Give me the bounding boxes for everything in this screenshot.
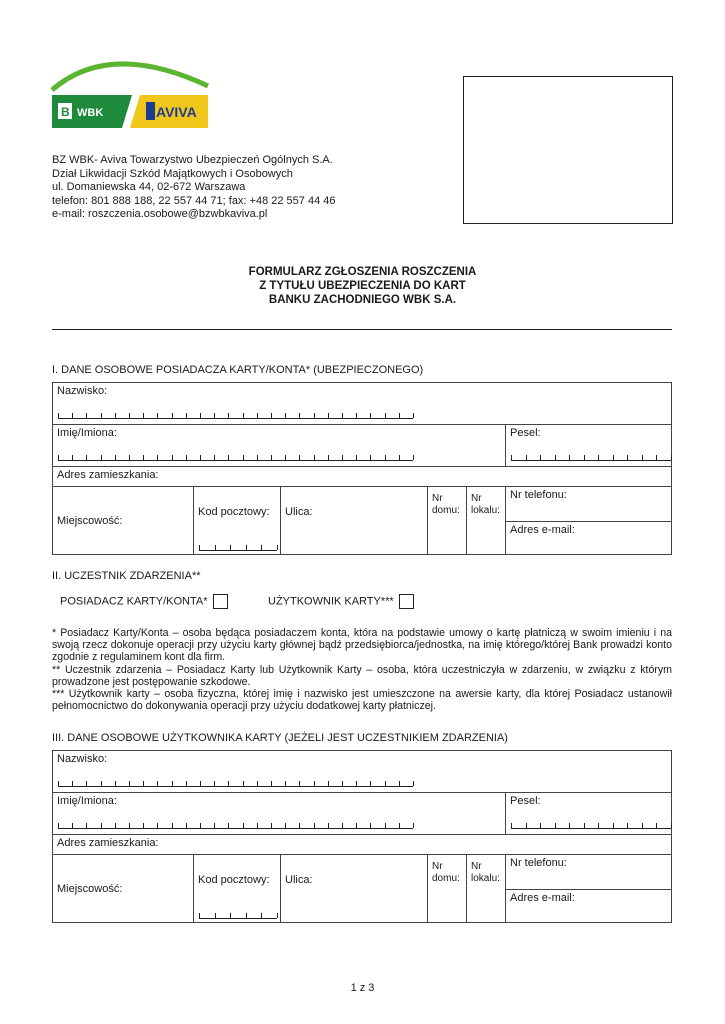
- char-box-tick: [271, 455, 272, 460]
- pesel-field[interactable]: [506, 425, 672, 467]
- char-box-tick: [299, 781, 300, 786]
- char-box-tick: [613, 823, 614, 828]
- char-box-tick: [370, 455, 371, 460]
- char-box-tick: [555, 455, 556, 460]
- char-box-tick: [214, 823, 215, 828]
- char-box-tick: [356, 413, 357, 418]
- char-box-tick: [172, 781, 173, 786]
- char-box-tick: [526, 823, 527, 828]
- city-label: Miejscowość:: [57, 882, 123, 895]
- flat-number-field[interactable]: [467, 487, 506, 555]
- char-box-tick: [370, 413, 371, 418]
- holder-option[interactable]: [60, 594, 228, 609]
- postcode-label: Kod pocztowy:: [198, 506, 270, 518]
- char-box-tick: [671, 823, 672, 828]
- char-box-tick: [285, 781, 286, 786]
- house-number-label: Nr: [432, 861, 443, 872]
- char-box-tick: [115, 823, 116, 828]
- char-box-tick: [157, 781, 158, 786]
- char-box-tick: [101, 823, 102, 828]
- char-box-tick: [555, 823, 556, 828]
- char-box-tick: [511, 823, 512, 828]
- flat-number-label: Nr: [471, 493, 482, 504]
- char-box-tick: [399, 413, 400, 418]
- user-option-label: UŻYTKOWNIK KARTY***: [268, 595, 394, 608]
- names-label: Imię/Imiona:: [57, 795, 117, 807]
- char-box-tick: [228, 455, 229, 460]
- footnote-1: * Posiadacz Karty/Konta – osoba będąca posiadaczem konta, która na podstawie umowy o kartę płatniczą w swoim imieniu i na swoją rzecz dokonuje operacji przy użyciu karty głównej bądź przedsiębiorca/jednostka, na imię którego/której Bank prowadzi konto zgodnie z regulaminem kont dla firm.: [52, 627, 672, 664]
- char-box-tick: [642, 455, 643, 460]
- names-char-boxes[interactable]: [58, 455, 413, 461]
- char-box-tick: [101, 781, 102, 786]
- char-box-tick: [129, 413, 130, 418]
- char-box-tick: [342, 781, 343, 786]
- char-box-tick: [172, 413, 173, 418]
- char-box-tick: [228, 413, 229, 418]
- user-option[interactable]: [268, 594, 414, 609]
- char-box-tick: [143, 455, 144, 460]
- char-box-tick: [413, 781, 414, 786]
- char-box-tick: [328, 455, 329, 460]
- char-box-tick: [598, 455, 599, 460]
- char-box-tick: [115, 413, 116, 418]
- char-box-tick: [271, 781, 272, 786]
- char-box-tick: [261, 913, 262, 918]
- char-box-tick: [200, 781, 201, 786]
- address-line: ul. Domaniewska 44, 02-672 Warszawa: [52, 181, 246, 193]
- char-box-tick: [271, 413, 272, 418]
- char-box-tick: [569, 823, 570, 828]
- char-box-tick: [129, 455, 130, 460]
- char-box-tick: [370, 781, 371, 786]
- surname-field[interactable]: [53, 751, 672, 793]
- char-box-tick: [86, 823, 87, 828]
- char-box-tick: [642, 823, 643, 828]
- char-box-tick: [143, 413, 144, 418]
- char-box-tick: [656, 455, 657, 460]
- char-box-tick: [257, 823, 258, 828]
- holder-data-table: [52, 382, 672, 555]
- city-field[interactable]: [53, 487, 194, 555]
- street-field[interactable]: [281, 487, 428, 555]
- stamp-box[interactable]: [463, 76, 673, 224]
- char-box-tick: [342, 823, 343, 828]
- address-line: e-mail: roszczenia.osobowe@bzwbkaviva.pl: [52, 208, 268, 220]
- section-2-heading: II. UCZESTNIK ZDARZENIA**: [52, 570, 201, 582]
- char-box-tick: [285, 823, 286, 828]
- char-box-tick: [214, 413, 215, 418]
- char-box-tick: [246, 545, 247, 550]
- postcode-field[interactable]: [194, 487, 281, 555]
- char-box-tick: [58, 781, 59, 786]
- form-title: [0, 265, 725, 307]
- char-box-tick: [569, 455, 570, 460]
- char-box-tick: [328, 781, 329, 786]
- char-box-tick: [172, 823, 173, 828]
- house-number-field[interactable]: [428, 487, 467, 555]
- email-field[interactable]: [506, 522, 672, 555]
- postcode-char-boxes[interactable]: [199, 545, 277, 551]
- char-box-tick: [243, 413, 244, 418]
- char-box-tick: [86, 413, 87, 418]
- char-box-tick: [299, 413, 300, 418]
- char-box-tick: [129, 781, 130, 786]
- company-logo: [50, 50, 210, 130]
- char-box-tick: [214, 781, 215, 786]
- title-line: BANKU ZACHODNIEGO WBK S.A.: [268, 294, 457, 306]
- phone-field[interactable]: [506, 855, 672, 890]
- char-box-tick: [385, 413, 386, 418]
- char-box-tick: [299, 455, 300, 460]
- char-box-tick: [385, 455, 386, 460]
- char-box-tick: [86, 781, 87, 786]
- char-box-tick: [200, 413, 201, 418]
- char-box-tick: [230, 913, 231, 918]
- email-label: Adres e-mail:: [510, 524, 575, 536]
- char-box-tick: [86, 455, 87, 460]
- char-box-tick: [115, 781, 116, 786]
- postcode-field[interactable]: [194, 855, 281, 923]
- char-box-tick: [243, 455, 244, 460]
- street-label: Ulica:: [285, 874, 313, 886]
- title-line: Z TYTUŁU UBEZPIECZENIA DO KART: [259, 280, 466, 292]
- char-box-tick: [157, 455, 158, 460]
- char-box-tick: [271, 823, 272, 828]
- char-box-tick: [511, 455, 512, 460]
- address-label: Adres zamieszkania:: [57, 469, 159, 481]
- char-box-tick: [540, 823, 541, 828]
- section-1-heading: I. DANE OSOBOWE POSIADACZA KARTY/KONTA* (UBEZPIECZONEGO): [52, 364, 424, 376]
- char-box-tick: [399, 781, 400, 786]
- names-field[interactable]: [53, 425, 506, 467]
- surname-char-boxes[interactable]: [58, 781, 413, 787]
- char-box-tick: [72, 413, 73, 418]
- char-box-tick: [613, 455, 614, 460]
- char-box-tick: [314, 781, 315, 786]
- char-box-tick: [143, 781, 144, 786]
- char-box-tick: [215, 545, 216, 550]
- char-box-tick: [277, 913, 278, 918]
- street-field[interactable]: [281, 855, 428, 923]
- surname-label: Nazwisko:: [57, 385, 108, 397]
- char-box-tick: [115, 455, 116, 460]
- char-box-tick: [314, 413, 315, 418]
- char-box-tick: [413, 455, 414, 460]
- city-field[interactable]: [53, 855, 194, 923]
- house-number-label-2: domu:: [432, 873, 460, 884]
- char-box-tick: [186, 413, 187, 418]
- char-box-tick: [627, 823, 628, 828]
- title-line: FORMULARZ ZGŁOSZENIA ROSZCZENIA: [248, 266, 477, 278]
- phone-label: Nr telefonu:: [510, 489, 567, 501]
- char-box-tick: [58, 455, 59, 460]
- char-box-tick: [285, 413, 286, 418]
- char-box-tick: [356, 455, 357, 460]
- house-number-field[interactable]: [428, 855, 467, 923]
- char-box-tick: [277, 545, 278, 550]
- names-label: Imię/Imiona:: [57, 427, 117, 439]
- char-box-tick: [584, 823, 585, 828]
- char-box-tick: [385, 823, 386, 828]
- footnote-3: *** Użytkownik karty – osoba fizyczna, której imię i nazwisko jest umieszczone na awersie karty, dla której Posiadacz ustanowił pełnomocnictwo do dokonywania operacji przy użyciu dodatkowej karty płatniczej.: [52, 688, 672, 713]
- postcode-label: Kod pocztowy:: [198, 874, 270, 886]
- char-box-tick: [58, 823, 59, 828]
- char-box-tick: [200, 823, 201, 828]
- pesel-char-boxes[interactable]: [511, 455, 671, 461]
- city-label: Miejscowość:: [57, 514, 123, 527]
- pesel-label: Pesel:: [510, 795, 541, 807]
- svg-text:AVIVA: AVIVA: [156, 104, 197, 120]
- footnote-2: ** Uczestnik zdarzenia – Posiadacz Karty lub Użytkownik Karty – osoba, która uczestniczyła w zdarzeniu, w związku z którym prowadzone jest postępowanie szkodowe.: [52, 663, 672, 688]
- address-header: [53, 835, 672, 855]
- char-box-tick: [230, 545, 231, 550]
- address-line: Dział Likwidacji Szkód Majątkowych i Osobowych: [52, 167, 293, 180]
- char-box-tick: [186, 455, 187, 460]
- holder-checkbox[interactable]: [213, 594, 228, 609]
- char-box-tick: [314, 823, 315, 828]
- pesel-field[interactable]: [506, 793, 672, 835]
- char-box-tick: [214, 455, 215, 460]
- section-3-heading: III. DANE OSOBOWE UŻYTKOWNIKA KARTY (JEŻELI JEST UCZESTNIKIEM ZDARZENIA): [52, 732, 508, 744]
- holder-option-label: POSIADACZ KARTY/KONTA*: [60, 595, 208, 608]
- flat-number-label: Nr: [471, 861, 482, 872]
- char-box-tick: [199, 545, 200, 550]
- char-box-tick: [598, 823, 599, 828]
- char-box-tick: [413, 413, 414, 418]
- char-box-tick: [186, 781, 187, 786]
- char-box-tick: [285, 455, 286, 460]
- char-box-tick: [157, 413, 158, 418]
- pesel-char-boxes[interactable]: [511, 823, 671, 829]
- email-label: Adres e-mail:: [510, 892, 575, 904]
- pesel-label: Pesel:: [510, 427, 541, 439]
- char-box-tick: [399, 823, 400, 828]
- char-box-tick: [656, 823, 657, 828]
- svg-text:B: B: [61, 105, 70, 119]
- user-data-table: [52, 750, 672, 923]
- user-checkbox[interactable]: [399, 594, 414, 609]
- char-box-tick: [101, 413, 102, 418]
- address-label: Adres zamieszkania:: [57, 837, 159, 849]
- char-box-tick: [228, 823, 229, 828]
- char-box-tick: [243, 781, 244, 786]
- phone-label: Nr telefonu:: [510, 857, 567, 869]
- char-box-tick: [215, 913, 216, 918]
- postcode-char-boxes[interactable]: [199, 913, 277, 919]
- email-field[interactable]: [506, 890, 672, 923]
- surname-field[interactable]: [53, 383, 672, 425]
- char-box-tick: [129, 823, 130, 828]
- char-box-tick: [385, 781, 386, 786]
- char-box-tick: [58, 413, 59, 418]
- char-box-tick: [200, 455, 201, 460]
- page-number: 1 z 3: [350, 982, 375, 994]
- surname-char-boxes[interactable]: [58, 413, 413, 419]
- street-label: Ulica:: [285, 506, 313, 518]
- char-box-tick: [246, 913, 247, 918]
- house-number-label-2: domu:: [432, 505, 460, 516]
- flat-number-label-2: lokalu:: [471, 505, 500, 516]
- char-box-tick: [356, 823, 357, 828]
- char-box-tick: [261, 545, 262, 550]
- char-box-tick: [356, 781, 357, 786]
- char-box-tick: [671, 455, 672, 460]
- char-box-tick: [72, 781, 73, 786]
- char-box-tick: [584, 455, 585, 460]
- char-box-tick: [257, 781, 258, 786]
- address-line: telefon: 801 888 188, 22 557 44 71; fax: +48 22 557 44 46: [52, 194, 336, 207]
- char-box-tick: [342, 413, 343, 418]
- flat-number-label-2: lokalu:: [471, 873, 500, 884]
- address-header: [53, 467, 672, 487]
- char-box-tick: [342, 455, 343, 460]
- char-box-tick: [72, 823, 73, 828]
- svg-text:WBK: WBK: [77, 107, 104, 119]
- char-box-tick: [540, 455, 541, 460]
- char-box-tick: [243, 823, 244, 828]
- char-box-tick: [172, 455, 173, 460]
- char-box-tick: [328, 413, 329, 418]
- char-box-tick: [399, 455, 400, 460]
- company-address: [52, 154, 336, 222]
- char-box-tick: [199, 913, 200, 918]
- names-field[interactable]: [53, 793, 506, 835]
- names-char-boxes[interactable]: [58, 823, 413, 829]
- divider: [52, 329, 672, 330]
- char-box-tick: [228, 781, 229, 786]
- char-box-tick: [314, 455, 315, 460]
- char-box-tick: [299, 823, 300, 828]
- address-line: BZ WBK- Aviva Towarzystwo Ubezpieczeń Ogólnych S.A.: [52, 154, 333, 166]
- char-box-tick: [413, 823, 414, 828]
- char-box-tick: [157, 823, 158, 828]
- flat-number-field[interactable]: [467, 855, 506, 923]
- char-box-tick: [257, 413, 258, 418]
- char-box-tick: [526, 455, 527, 460]
- footnotes: [52, 627, 672, 712]
- house-number-label: Nr: [432, 493, 443, 504]
- char-box-tick: [627, 455, 628, 460]
- char-box-tick: [257, 455, 258, 460]
- char-box-tick: [370, 823, 371, 828]
- char-box-tick: [186, 823, 187, 828]
- surname-label: Nazwisko:: [57, 753, 108, 765]
- char-box-tick: [72, 455, 73, 460]
- phone-field[interactable]: [506, 487, 672, 522]
- char-box-tick: [101, 455, 102, 460]
- char-box-tick: [328, 823, 329, 828]
- char-box-tick: [143, 823, 144, 828]
